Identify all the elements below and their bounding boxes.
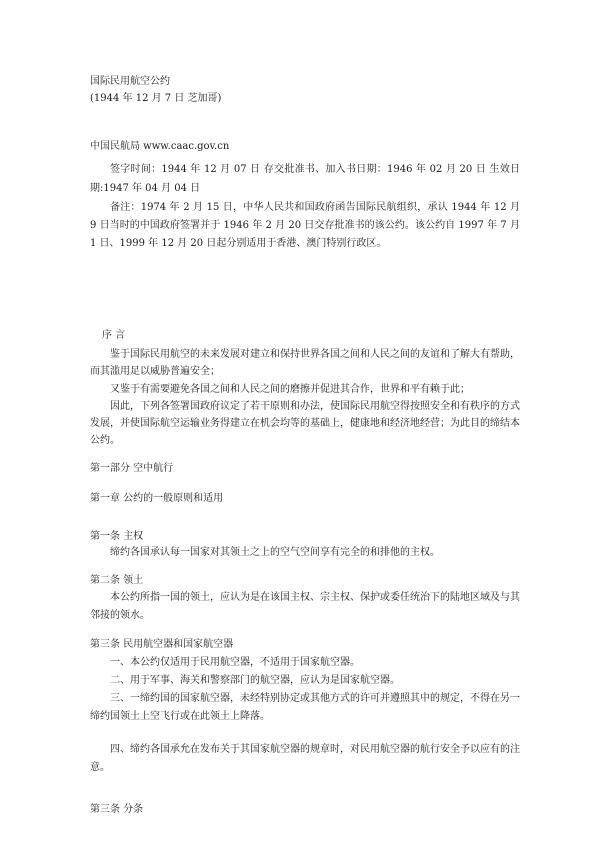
document-subtitle: (1944 年 12 月 7 日 芝加哥) xyxy=(90,93,222,104)
note-paragraph: 备注：1974 年 2 月 15 日，中华人民共和国政府函告国际民航组织，承认 1944 年 12 月 9 日当时的中国政府签署并于 1946 年 2 月 20 日交存批准书的该公约。该公约自 1997 年 7 月 1 日、1999 年 12 月 20 日起分别适用于香港、澳门特别行政区。 xyxy=(90,202,520,249)
article2-text: 本公约所指一国的领土，应认为是在该国主权、宗主权、保护或委任统治下的陆地区域及与其邻接的领水。 xyxy=(90,592,520,621)
document-title: 国际民用航空公约 xyxy=(90,76,170,87)
preamble-heading: 序 言 xyxy=(102,330,126,341)
preamble-p1: 鉴于国际民用航空的未来发展对建立和保持世界各国之间和人民之间的友谊和了解大有帮助，而其滥用足以威胁普遍安全； xyxy=(90,349,520,377)
article3-item4: 四、缔约各国承允在发布关于其国家航空器的规章时，对民用航空器的航行安全予以应有的注意。 xyxy=(90,744,520,773)
source-line: 中国民航局 www.caac.gov.cn xyxy=(90,141,230,152)
article1-heading: 第一条 主权 xyxy=(90,531,144,542)
article2-heading: 第二条 领土 xyxy=(90,575,144,586)
article1-text: 缔约各国承认每一国家对其领土之上的空气空间享有完全的和排他的主权。 xyxy=(110,547,440,558)
part1-heading: 第一部分 空中航行 xyxy=(90,463,174,474)
article3-item1: 一、本公约仅适用于民用航空器，不适用于国家航空器。 xyxy=(110,657,360,668)
article3-item2: 二、用于军事、海关和警察部门的航空器，应认为是国家航空器。 xyxy=(110,675,400,686)
article3-heading: 第三条 民用航空器和国家航空器 xyxy=(90,639,234,650)
article3-bis-heading: 第三条 分条 xyxy=(90,804,144,815)
preamble-p2: 又鉴于有需要避免各国之间和人民之间的磨擦并促进其合作，世界和平有赖于此； xyxy=(110,384,470,395)
preamble-p3: 因此，下列各签署国政府议定了若干原则和办法，使国际民用航空得按照安全和有秩序的方式发展，并使国际航空运输业务得建立在机会均等的基础上，健康地和经济地经营；为此目的缔结本公约。 xyxy=(90,401,520,446)
article3-item3: 三、一缔约国的国家航空器，未经特别协定或其他方式的许可并遵照其中的规定，不得在另一缔约国领土上空飞行或在此领土上降落。 xyxy=(90,693,520,722)
sign-info: 签字时间：1944 年 12 月 07 日 存交批准书、加入书日期：1946 年 02 月 20 日 生效日期:1947 年 04 月 04 日 xyxy=(90,164,520,194)
chapter1-heading: 第一章 公约的一般原则和适用 xyxy=(90,493,224,504)
